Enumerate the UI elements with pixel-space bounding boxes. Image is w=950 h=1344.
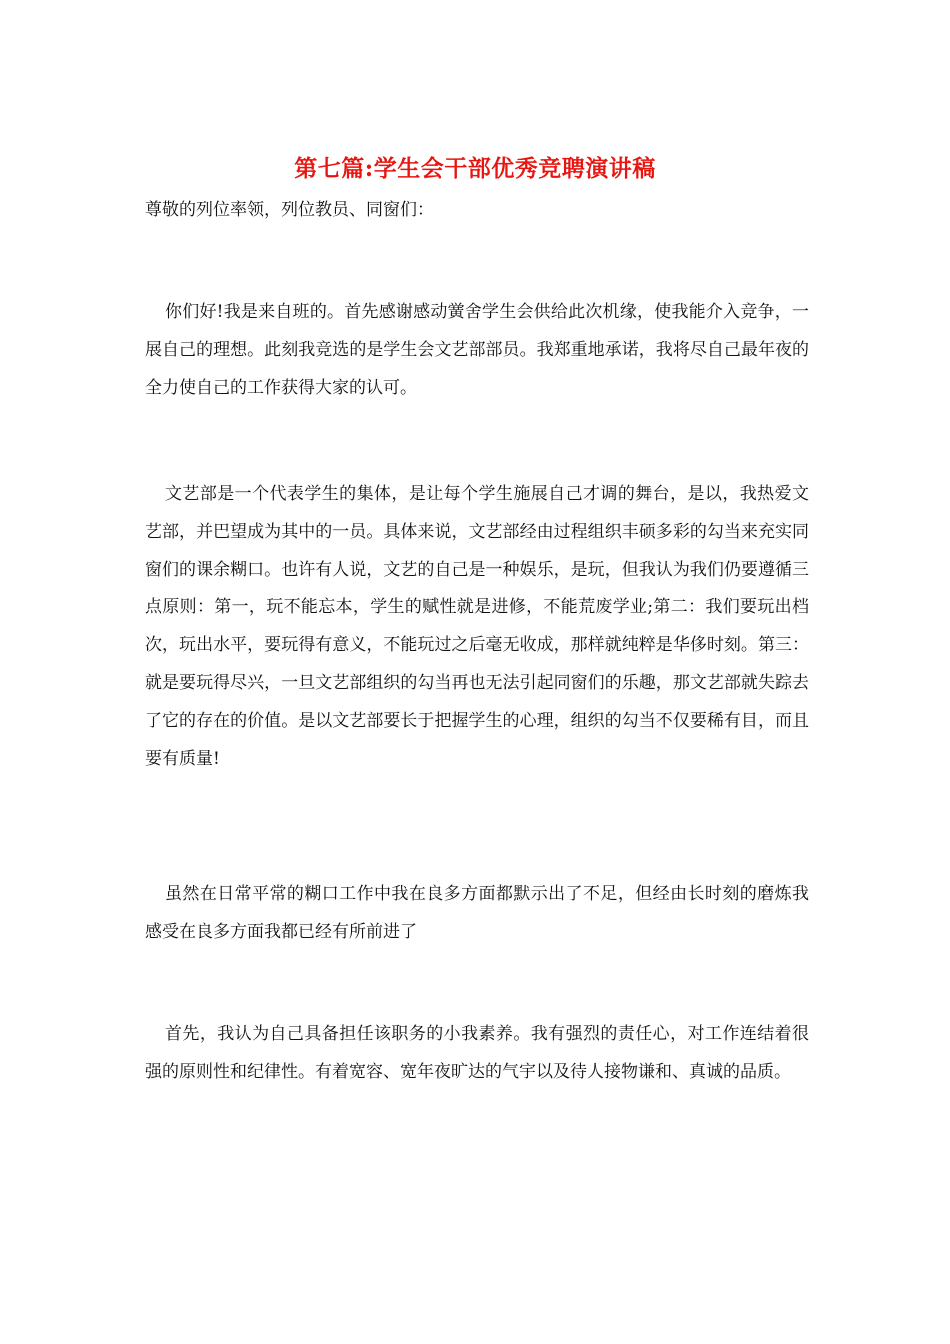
paragraph-4: 首先，我认为自己具备担任该职务的小我素养。我有强烈的责任心，对工作连结着很强的原则性和纪律性。有着宽容、宽年夜旷达的气宇以及待人接物谦和、真诚的品质。 [145, 1024, 809, 1082]
paragraph-1: 你们好!我是来自班的。首先感谢感动黉舍学生会供给此次机缘，使我能介入竞争，一展自己的理想。此刻我竞选的是学生会文艺部部员。我郑重地承诺，我将尽自己最年夜的全力使自己的工作获得大家的认可。 [145, 302, 809, 398]
paragraph-2: 文艺部是一个代表学生的集体，是让每个学生施展自己才调的舞台，是以，我热爱文艺部，并巴望成为其中的一员。具体来说，文艺部经由过程组织丰硕多彩的勾当来充实同窗们的课余糊口。也许有人说，文艺的自己是一种娱乐，是玩，但我认为我们仍要遵循三点原则：第一，玩不能忘本，学生的赋性就是进修，不能荒废学业;第二：我们要玩出档次，玩出水平，要玩得有意义，不能玩过之后毫无收成，那样就纯粹是华侈时刻。第三：就是要玩得尽兴，一旦文艺部组织的勾当再也无法引起同窗们的乐趣，那文艺部就失踪去了它的存在的价值。是以文艺部要长于把握学生的心理，组织的勾当不仅要稀有目，而且要有质量! [145, 484, 809, 769]
salutation: 尊敬的列位率领，列位教员、同窗们： [145, 200, 434, 220]
paragraph-3: 虽然在日常平常的糊口工作中我在良多方面都默示出了不足，但经由长时刻的磨炼我感受在良多方面我都已经有所前进了 [145, 884, 809, 942]
document-title: 第七篇:学生会干部优秀竞聘演讲稿 [294, 155, 656, 182]
